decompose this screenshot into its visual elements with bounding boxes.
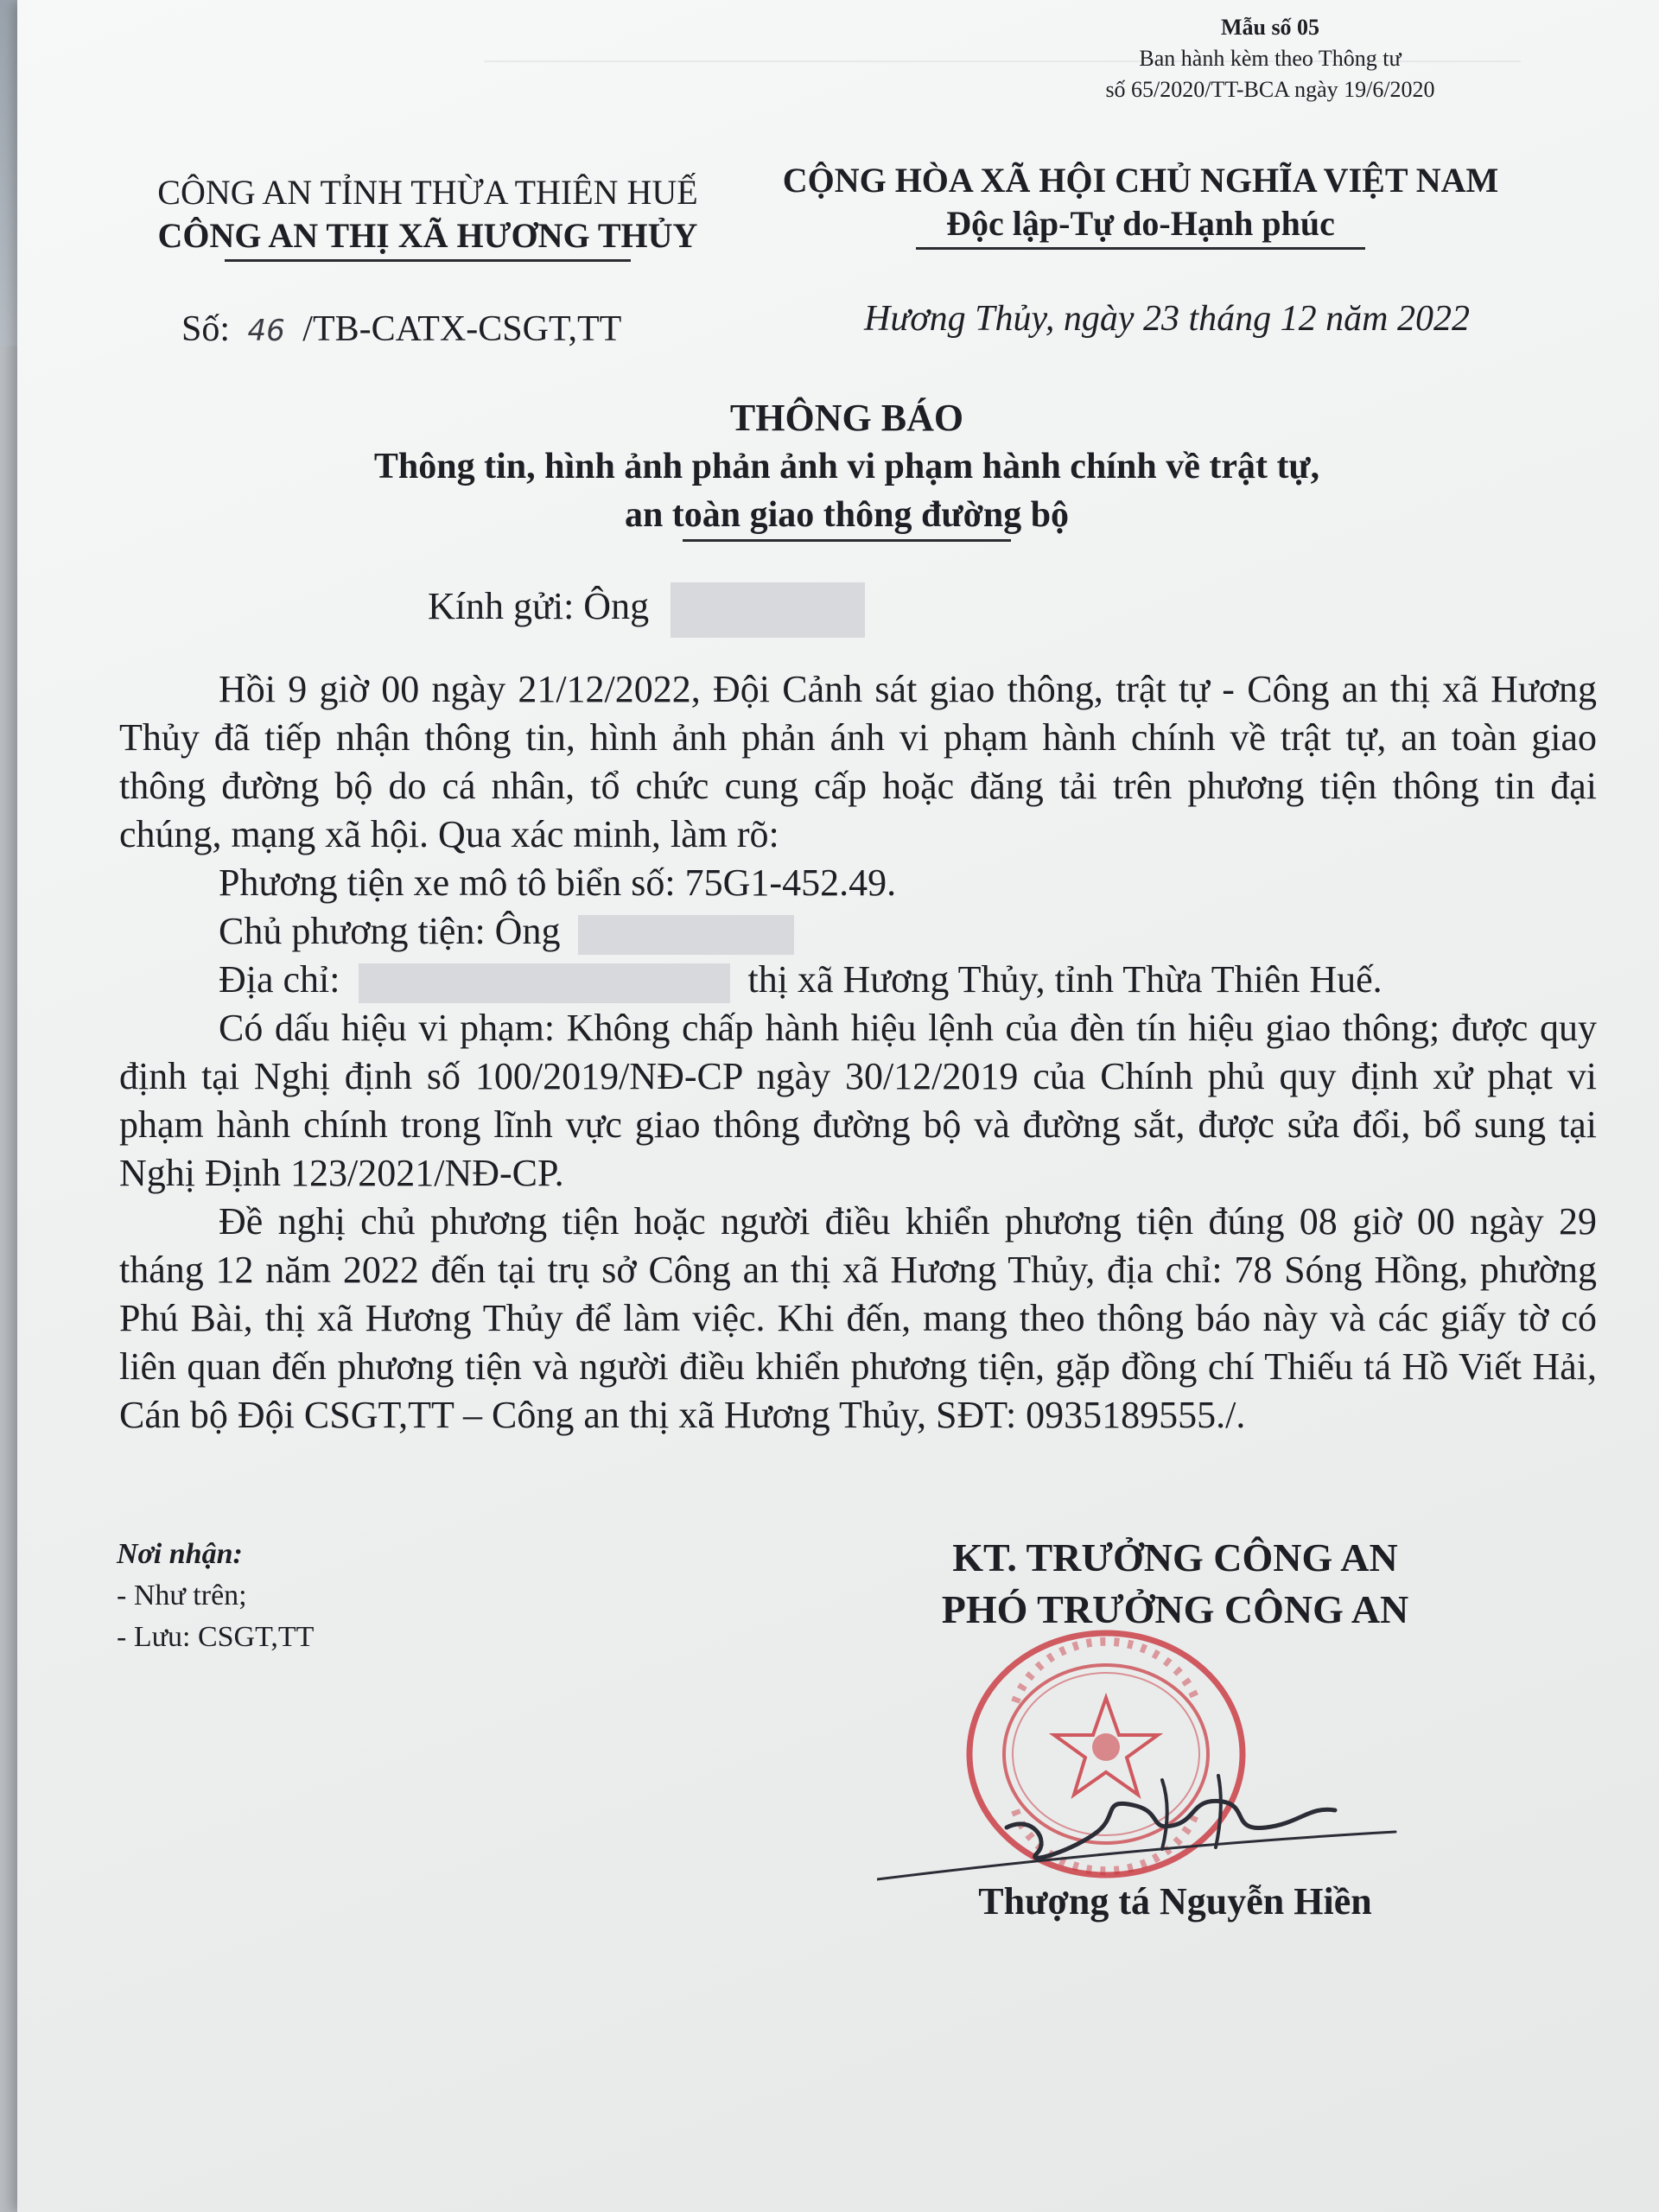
subtitle-line1: Thông tin, hình ảnh phản ảnh vi phạm hành chính về trật tự,	[373, 447, 1320, 486]
doc-number-prefix: Số:	[181, 309, 231, 349]
recipients-block	[117, 1534, 314, 1658]
redacted-address	[359, 963, 730, 1003]
paragraph-violation: Có dấu hiệu vi phạm: Không chấp hành hiệu lệnh của đèn tín hiệu giao thông; được quy định tại Nghị định số 100/2019/NĐ-CP ngày 30/12/2019 của Chính phủ quy định xử phạt vi phạm hành chính trong lĩnh vực giao thông đường bộ và đường sắt, được sửa đổi, bổ sung tại Nghị Định 123/2021/NĐ-CP.	[119, 1007, 1597, 1194]
redacted-owner-name	[578, 915, 794, 955]
redacted-recipient-name	[671, 582, 865, 638]
signer-name: Thượng tá Nguyễn Hiền	[978, 1880, 1372, 1923]
national-header	[778, 159, 1503, 250]
paragraph-request: Đề nghị chủ phương tiện hoặc người điều khiển phương tiện đúng 08 giờ 00 ngày 29 tháng 12 năm 2022 đến tại trụ sở Công an thị xã Hương Thủy, địa chỉ: 78 Sóng Hồng, phường Phú Bài, thị xã Hương Thủy để làm việc. Khi đến, mang theo thông báo này và các giấy tờ có liên quan đến phương tiện và người điều khiển phương tiện, gặp đồng chí Thiếu tá Hồ Viết Hải, Cán bộ Đội CSGT,TT – Công an thị xã Hương Thủy, SĐT: 0935189555./.	[119, 1200, 1597, 1436]
nation-motto: Độc lập-Tự do-Hạnh phúc	[946, 204, 1335, 243]
motto-underline	[916, 247, 1365, 250]
issuing-agency	[134, 171, 721, 262]
document-title: THÔNG BÁO	[729, 397, 964, 439]
recipient-item: - Như trên;	[117, 1580, 247, 1611]
form-note-line2: số 65/2020/TT-BCA ngày 19/6/2020	[1105, 77, 1435, 102]
form-number: Mẫu số 05	[1220, 15, 1320, 40]
doc-number-handwritten: 46	[247, 314, 285, 348]
recipients-heading: Nơi nhận:	[117, 1538, 243, 1570]
owner-address-line	[119, 956, 1597, 1004]
agency-underline	[225, 259, 631, 262]
recipient-item: - Lưu: CSGT,TT	[117, 1621, 315, 1653]
vehicle-owner-line	[119, 907, 1597, 956]
signatory-title-line2: PHÓ TRƯỞNG CÔNG AN	[941, 1587, 1409, 1631]
salutation	[428, 582, 865, 638]
signatory-title	[907, 1532, 1443, 1636]
address-label: Địa chỉ:	[219, 958, 340, 1001]
paragraph-incident: Hồi 9 giờ 00 ngày 21/12/2022, Đội Cảnh sát giao thông, trật tự - Công an thị xã Hương Thủy đã tiếp nhận thông tin, hình ảnh phản ánh vi phạm hành chính về trật tự, an toàn giao thông đường bộ do cá nhân, tổ chức cung cấp hoặc đăng tải trên phương tiện thông tin đại chúng, mạng xã hội. Qua xác minh, làm rõ:	[119, 668, 1597, 855]
vehicle-plate-line: Phương tiện xe mô tô biển số: 75G1-452.49.	[219, 861, 897, 904]
agency-unit: CÔNG AN THỊ XÃ HƯƠNG THỦY	[157, 216, 698, 255]
subtitle-line2: an toàn giao thông đường bộ	[624, 495, 1070, 535]
form-note-line1: Ban hành kèm theo Thông tư	[1139, 46, 1402, 71]
nation-name: CỘNG HÒA XÃ HỘI CHỦ NGHĨA VIỆT NAM	[782, 161, 1499, 200]
subtitle-underline	[683, 539, 1011, 542]
notice-body	[119, 665, 1597, 1440]
salutation-text: Kính gửi: Ông	[428, 585, 650, 628]
handwritten-signature	[877, 1745, 1465, 1892]
document-page	[17, 0, 1659, 2212]
address-tail: thị xã Hương Thủy, tỉnh Thừa Thiên Huế.	[747, 958, 1382, 1001]
document-subtitle	[17, 442, 1659, 542]
signatory-title-line1: KT. TRƯỞNG CÔNG AN	[952, 1535, 1398, 1580]
document-number	[181, 308, 621, 350]
owner-label: Chủ phương tiện: Ông	[219, 910, 561, 952]
place-and-date: Hương Thủy, ngày 23 tháng 12 năm 2022	[864, 299, 1470, 339]
doc-number-code: /TB-CATX-CSGT,TT	[302, 309, 622, 349]
agency-parent: CÔNG AN TỈNH THỪA THIÊN HUẾ	[157, 173, 698, 212]
form-reference-note	[1054, 12, 1486, 105]
